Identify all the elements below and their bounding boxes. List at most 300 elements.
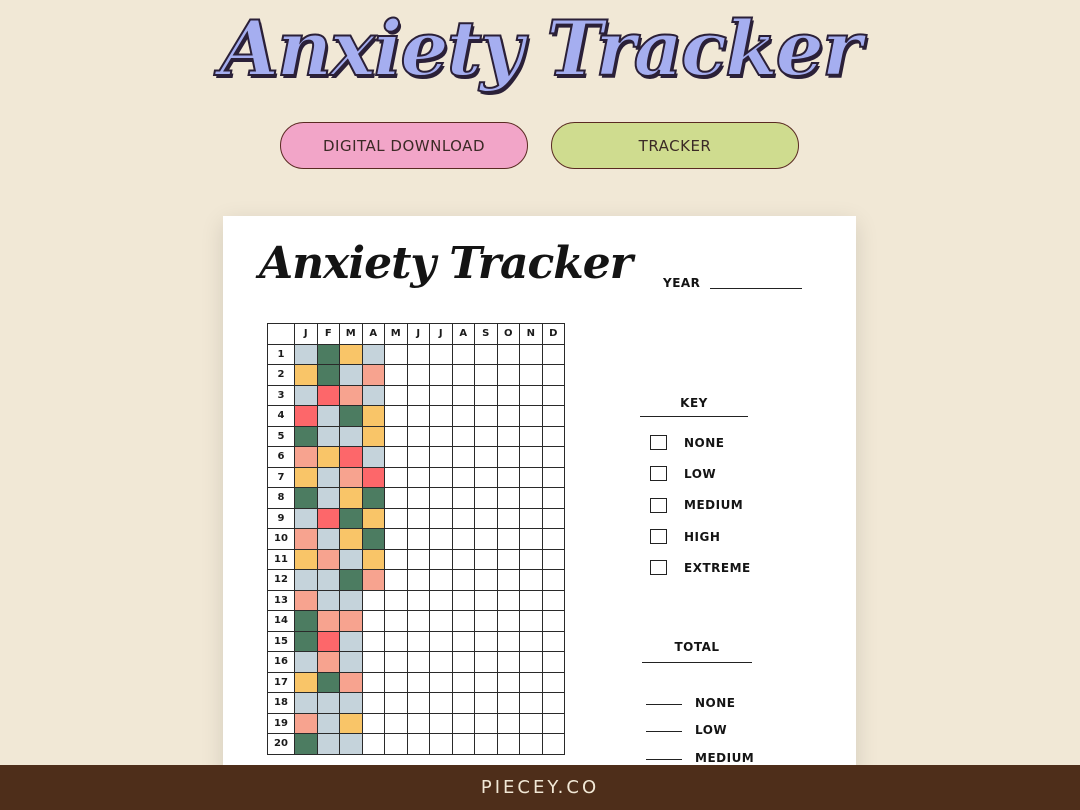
grid-cell[interactable] [475,447,498,468]
grid-cell[interactable] [430,426,453,447]
grid-cell[interactable] [362,713,385,734]
grid-cell[interactable] [475,426,498,447]
grid-cell[interactable] [407,590,430,611]
grid-cell[interactable] [542,406,565,427]
grid-cell[interactable] [295,344,318,365]
grid-cell[interactable] [362,385,385,406]
grid-cell[interactable] [362,693,385,714]
grid-cell[interactable] [497,611,520,632]
grid-cell[interactable] [340,344,363,365]
day-number: 1 [268,344,295,365]
grid-cell[interactable] [497,447,520,468]
grid-cell[interactable] [340,631,363,652]
grid-cell[interactable] [497,344,520,365]
grid-cell[interactable] [542,734,565,755]
grid-cell[interactable] [385,734,408,755]
grid-cell[interactable] [385,426,408,447]
grid-cell[interactable] [520,426,543,447]
grid-cell[interactable] [542,508,565,529]
grid-cell[interactable] [385,365,408,386]
grid-cell[interactable] [452,406,475,427]
grid-cell[interactable] [475,631,498,652]
grid-cell[interactable] [475,529,498,550]
month-header: F [317,324,340,345]
grid-cell[interactable] [542,672,565,693]
grid-cell[interactable] [475,713,498,734]
grid-row [268,508,565,529]
grid-cell[interactable] [497,488,520,509]
tracker-sheet [223,216,856,776]
grid-cell[interactable] [520,406,543,427]
grid-cell[interactable] [385,385,408,406]
grid-cell[interactable] [452,344,475,365]
grid-cell[interactable] [520,447,543,468]
grid-cell[interactable] [452,529,475,550]
grid-cell[interactable] [362,672,385,693]
grid-cell[interactable] [452,549,475,570]
grid-cell[interactable] [407,508,430,529]
grid-cell[interactable] [317,365,340,386]
grid-row [268,549,565,570]
month-header: N [520,324,543,345]
total-blank-medium[interactable] [646,759,682,760]
grid-body [268,344,565,754]
key-label-extreme: EXTREME [684,560,751,575]
grid-cell[interactable] [407,385,430,406]
grid-row [268,365,565,386]
month-header-row [268,324,565,345]
grid-cell[interactable] [475,611,498,632]
grid-cell[interactable] [430,508,453,529]
grid-cell[interactable] [542,713,565,734]
grid-cell[interactable] [452,447,475,468]
grid-cell[interactable] [430,529,453,550]
grid-cell[interactable] [362,467,385,488]
grid-cell[interactable] [452,631,475,652]
grid-cell[interactable] [520,344,543,365]
grid-cell[interactable] [452,467,475,488]
grid-cell[interactable] [295,713,318,734]
grid-cell[interactable] [497,652,520,673]
grid-cell[interactable] [362,426,385,447]
grid-cell[interactable] [407,344,430,365]
month-header: O [497,324,520,345]
grid-row [268,529,565,550]
grid-cell[interactable] [430,406,453,427]
grid-cell[interactable] [497,385,520,406]
grid-cell[interactable] [520,570,543,591]
grid-cell[interactable] [520,529,543,550]
grid-cell[interactable] [430,734,453,755]
grid-cell[interactable] [430,570,453,591]
grid-cell[interactable] [407,713,430,734]
grid-cell[interactable] [317,467,340,488]
grid-cell[interactable] [340,611,363,632]
grid-cell[interactable] [317,672,340,693]
grid-cell[interactable] [520,611,543,632]
grid-cell[interactable] [407,426,430,447]
grid-cell[interactable] [340,385,363,406]
grid-row [268,344,565,365]
grid-cell[interactable] [340,570,363,591]
grid-cell[interactable] [317,652,340,673]
grid-cell[interactable] [475,734,498,755]
grid-cell[interactable] [340,467,363,488]
grid-cell[interactable] [542,590,565,611]
grid-cell[interactable] [340,508,363,529]
grid-corner [268,324,295,345]
grid-cell[interactable] [542,344,565,365]
grid-cell[interactable] [385,344,408,365]
grid-row [268,713,565,734]
grid-cell[interactable] [340,652,363,673]
grid-cell[interactable] [340,590,363,611]
grid-cell[interactable] [475,365,498,386]
grid-cell[interactable] [475,549,498,570]
day-number: 7 [268,467,295,488]
grid-cell[interactable] [452,426,475,447]
grid-cell[interactable] [430,611,453,632]
grid-cell[interactable] [542,426,565,447]
grid-cell[interactable] [497,590,520,611]
grid-cell[interactable] [430,549,453,570]
grid-row [268,652,565,673]
grid-cell[interactable] [295,549,318,570]
grid-cell[interactable] [340,693,363,714]
grid-row [268,385,565,406]
grid-cell[interactable] [295,426,318,447]
brand-label: PIECEY.CO [480,777,600,798]
grid-cell[interactable] [385,611,408,632]
grid-cell[interactable] [385,652,408,673]
grid-cell[interactable] [475,344,498,365]
grid-cell[interactable] [385,467,408,488]
grid-cell[interactable] [385,631,408,652]
grid-cell[interactable] [430,652,453,673]
grid-cell[interactable] [475,406,498,427]
grid-cell[interactable] [317,713,340,734]
key-checkbox-none[interactable] [650,435,667,450]
grid-cell[interactable] [475,590,498,611]
day-number: 3 [268,385,295,406]
grid-cell[interactable] [542,611,565,632]
grid-cell[interactable] [542,570,565,591]
grid-cell[interactable] [475,570,498,591]
grid-cell[interactable] [542,693,565,714]
grid-cell[interactable] [475,508,498,529]
key-item-none [650,427,751,458]
grid-cell[interactable] [520,713,543,734]
grid-cell[interactable] [295,467,318,488]
grid-cell[interactable] [497,529,520,550]
grid-cell[interactable] [452,611,475,632]
grid-cell[interactable] [497,549,520,570]
grid-cell[interactable] [295,385,318,406]
grid-cell[interactable] [407,631,430,652]
grid-cell[interactable] [385,590,408,611]
grid-cell[interactable] [542,447,565,468]
grid-cell[interactable] [520,693,543,714]
grid-cell[interactable] [542,652,565,673]
grid-cell[interactable] [430,693,453,714]
grid-cell[interactable] [407,611,430,632]
grid-cell[interactable] [520,488,543,509]
grid-cell[interactable] [340,426,363,447]
digital-download-button[interactable] [280,122,528,169]
grid-cell[interactable] [385,713,408,734]
grid-cell[interactable] [362,611,385,632]
grid-cell[interactable] [407,652,430,673]
key-checkbox-high[interactable] [650,529,667,544]
grid-cell[interactable] [385,570,408,591]
grid-cell[interactable] [520,508,543,529]
grid-cell[interactable] [340,672,363,693]
key-checkbox-extreme[interactable] [650,560,667,575]
grid-cell[interactable] [385,529,408,550]
grid-cell[interactable] [317,508,340,529]
grid-cell[interactable] [452,590,475,611]
total-blank-low[interactable] [646,731,682,732]
grid-cell[interactable] [497,365,520,386]
grid-cell[interactable] [317,611,340,632]
grid-cell[interactable] [340,365,363,386]
day-number: 16 [268,652,295,673]
grid-cell[interactable] [430,447,453,468]
grid-cell[interactable] [385,447,408,468]
grid-cell[interactable] [542,529,565,550]
grid-cell[interactable] [497,508,520,529]
grid-cell[interactable] [520,385,543,406]
grid-cell[interactable] [542,467,565,488]
grid-cell[interactable] [520,631,543,652]
grid-cell[interactable] [362,344,385,365]
grid-cell[interactable] [340,406,363,427]
grid-cell[interactable] [452,652,475,673]
grid-cell[interactable] [385,488,408,509]
grid-cell[interactable] [475,385,498,406]
grid-cell[interactable] [497,693,520,714]
grid-cell[interactable] [497,467,520,488]
year-label: YEAR [663,276,701,290]
grid-cell[interactable] [295,508,318,529]
grid-cell[interactable] [362,406,385,427]
grid-cell[interactable] [542,549,565,570]
grid-cell[interactable] [542,631,565,652]
grid-cell[interactable] [407,549,430,570]
grid-cell[interactable] [520,672,543,693]
grid-cell[interactable] [452,734,475,755]
grid-cell[interactable] [317,590,340,611]
grid-cell[interactable] [407,406,430,427]
grid-row [268,611,565,632]
grid-cell[interactable] [362,365,385,386]
grid-cell[interactable] [362,488,385,509]
grid-cell[interactable] [475,693,498,714]
month-header: D [542,324,565,345]
grid-cell[interactable] [430,365,453,386]
grid-cell[interactable] [430,344,453,365]
footer-bar [0,765,1080,810]
grid-cell[interactable] [452,693,475,714]
grid-cell[interactable] [520,734,543,755]
grid-cell[interactable] [295,570,318,591]
grid-cell[interactable] [520,365,543,386]
month-header: M [340,324,363,345]
grid-cell[interactable] [542,365,565,386]
grid-cell[interactable] [475,467,498,488]
grid-cell[interactable] [452,488,475,509]
grid-cell[interactable] [295,447,318,468]
grid-cell[interactable] [362,652,385,673]
grid-cell[interactable] [295,365,318,386]
grid-cell[interactable] [497,426,520,447]
grid-cell[interactable] [295,590,318,611]
grid-cell[interactable] [407,734,430,755]
grid-cell[interactable] [497,406,520,427]
key-label-high: HIGH [684,529,721,544]
grid-row [268,406,565,427]
grid-cell[interactable] [430,488,453,509]
grid-row [268,631,565,652]
grid-cell[interactable] [295,529,318,550]
day-number: 11 [268,549,295,570]
grid-cell[interactable] [452,570,475,591]
grid-cell[interactable] [407,467,430,488]
grid-cell[interactable] [497,734,520,755]
grid-cell[interactable] [407,693,430,714]
grid-cell[interactable] [407,447,430,468]
grid-cell[interactable] [407,488,430,509]
grid-cell[interactable] [385,549,408,570]
grid-cell[interactable] [430,672,453,693]
day-number: 17 [268,672,295,693]
grid-cell[interactable] [295,693,318,714]
grid-row [268,467,565,488]
grid-cell[interactable] [430,590,453,611]
grid-cell[interactable] [452,508,475,529]
total-list [646,682,754,765]
grid-cell[interactable] [340,447,363,468]
grid-row [268,590,565,611]
grid-cell[interactable] [407,672,430,693]
grid-cell[interactable] [452,672,475,693]
total-blank-none[interactable] [646,704,682,705]
grid-cell[interactable] [407,529,430,550]
grid-cell[interactable] [430,467,453,488]
key-label-medium: MEDIUM [684,498,744,513]
grid-cell[interactable] [362,508,385,529]
day-number: 13 [268,590,295,611]
grid-cell[interactable] [430,385,453,406]
grid-cell[interactable] [407,365,430,386]
grid-cell[interactable] [340,734,363,755]
grid-cell[interactable] [317,693,340,714]
grid-cell[interactable] [317,447,340,468]
grid-cell[interactable] [520,652,543,673]
grid-cell[interactable] [362,570,385,591]
grid-cell[interactable] [497,713,520,734]
grid-cell[interactable] [317,426,340,447]
page-title: Anxiety Tracker [219,4,861,93]
grid-cell[interactable] [295,734,318,755]
grid-cell[interactable] [340,488,363,509]
grid-cell[interactable] [295,406,318,427]
grid-cell[interactable] [362,447,385,468]
grid-row [268,693,565,714]
grid-cell[interactable] [407,570,430,591]
grid-cell[interactable] [452,385,475,406]
grid-cell[interactable] [317,734,340,755]
grid-cell[interactable] [385,508,408,529]
month-header: A [452,324,475,345]
grid-cell[interactable] [362,529,385,550]
grid-cell[interactable] [475,652,498,673]
grid-cell[interactable] [520,549,543,570]
tracker-button[interactable] [551,122,799,169]
grid-cell[interactable] [317,570,340,591]
total-label-none: NONE [695,695,736,710]
grid-cell[interactable] [497,631,520,652]
grid-cell[interactable] [385,693,408,714]
grid-cell[interactable] [385,406,408,427]
grid-cell[interactable] [497,672,520,693]
grid-cell[interactable] [317,488,340,509]
grid-cell[interactable] [295,488,318,509]
grid-cell[interactable] [317,344,340,365]
grid-cell[interactable] [362,590,385,611]
grid-cell[interactable] [317,385,340,406]
grid-cell[interactable] [542,488,565,509]
grid-cell[interactable] [340,549,363,570]
grid-cell[interactable] [497,570,520,591]
grid-cell[interactable] [362,631,385,652]
day-number: 2 [268,365,295,386]
grid-cell[interactable] [340,713,363,734]
key-item-extreme [650,552,751,583]
grid-cell[interactable] [340,529,363,550]
grid-cell[interactable] [520,467,543,488]
grid-cell[interactable] [317,406,340,427]
grid-cell[interactable] [452,713,475,734]
grid-cell[interactable] [317,631,340,652]
grid-cell[interactable] [317,529,340,550]
grid-cell[interactable] [430,713,453,734]
grid-cell[interactable] [295,652,318,673]
grid-cell[interactable] [317,549,340,570]
grid-cell[interactable] [475,488,498,509]
grid-cell[interactable] [362,734,385,755]
key-checkbox-low[interactable] [650,466,667,481]
grid-cell[interactable] [385,672,408,693]
key-checkbox-medium[interactable] [650,498,667,513]
day-number: 8 [268,488,295,509]
grid-cell[interactable] [362,549,385,570]
total-label-low: LOW [695,723,728,737]
key-list [650,427,751,583]
grid-cell[interactable] [475,672,498,693]
grid-cell[interactable] [430,631,453,652]
grid-cell[interactable] [520,590,543,611]
grid-cell[interactable] [295,672,318,693]
key-title: KEY [640,396,748,417]
day-number: 19 [268,713,295,734]
month-header: S [475,324,498,345]
grid-cell[interactable] [295,631,318,652]
grid-cell[interactable] [452,365,475,386]
total-item-none [646,682,754,710]
grid-cell[interactable] [295,611,318,632]
grid-cell[interactable] [542,385,565,406]
